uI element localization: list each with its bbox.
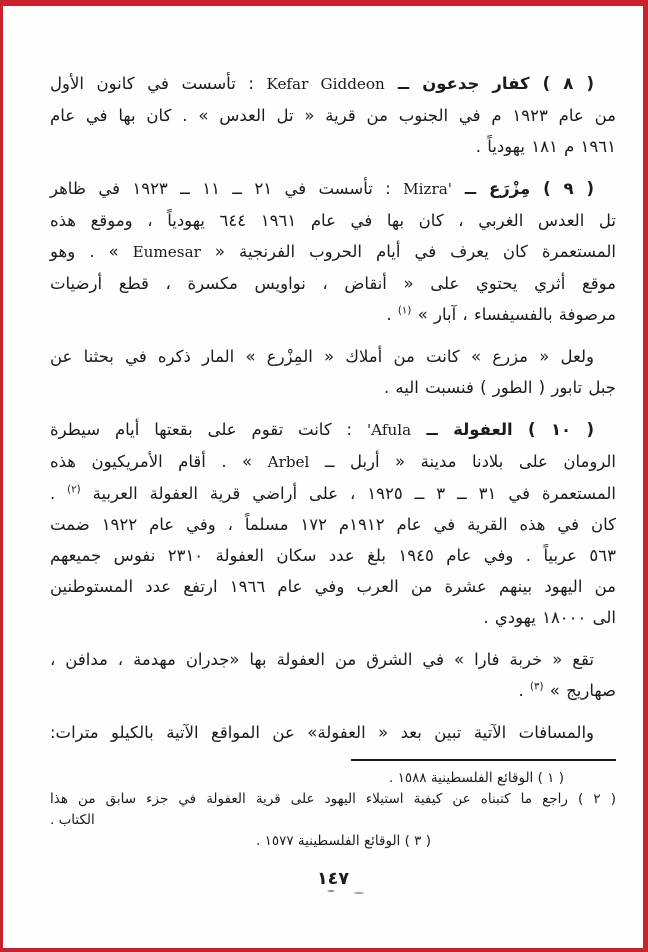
text-line [50, 478, 616, 509]
text-line [50, 602, 616, 633]
text-line [50, 509, 616, 540]
arabic-text: والمسافات الآتية تبين بعد « العفولة» عن المواقع الآتية بالكيلو مترات: [50, 723, 594, 742]
arabic-text: موقع أثري يحتوي على « أنقاض ، نواويس مكسرة ، قطع أرضيات [50, 274, 616, 293]
text-line [50, 236, 616, 268]
text-line [50, 268, 616, 299]
entry-heading-text: ( ٨ ) كفار جدعون ــ [384, 74, 594, 93]
latin-transliteration: Eumesar [132, 243, 201, 261]
paragraph-entry-10-afula [50, 414, 616, 633]
text-line [50, 173, 616, 205]
footnote-reference-marker: (٢) [67, 484, 81, 496]
arabic-text: الكتاب . [50, 812, 95, 828]
arabic-text: : كانت تقوم على بقعتها أيام سيطرة [50, 420, 367, 439]
footnotes-block [50, 768, 616, 852]
text-line [50, 205, 616, 236]
text-line [50, 717, 616, 748]
paragraph-entry-9-mizra [50, 173, 616, 330]
arabic-text: الى ١٨٠٠٠ يهودي . [483, 608, 616, 627]
scan-ink-smudge [323, 889, 369, 894]
arabic-text: ( ٣ ) الوقائع الفلسطينية ١٥٧٧ . [256, 833, 431, 849]
text-line [50, 810, 616, 831]
paragraph-note-mizra-tabor [50, 341, 616, 403]
arabic-text: من عام ١٩٢٣ م في الجنوب من قرية « تل العدس » . كان بها في عام [50, 106, 616, 125]
latin-transliteration: Mizra' [403, 180, 452, 198]
entry-heading-text: ( ١٠ ) العفولة ــ [411, 420, 594, 439]
arabic-text: المستعمرة كان يعرف في أيام الحروب الفرنجية « [200, 242, 616, 261]
arabic-text: . [50, 484, 68, 503]
text-line [50, 131, 616, 162]
arabic-text: ١٩٦١ م ١٨١ يهودياً . [475, 137, 616, 156]
arabic-text: صهاريج » [543, 681, 616, 700]
text-line [50, 68, 616, 100]
body-text [50, 68, 616, 748]
arabic-text: » . أقام الأمريكيون هذه [50, 452, 268, 471]
page-number: ١٤٧ [316, 869, 350, 889]
arabic-text: مرصوفة بالفسيفساء ، آبار » [411, 305, 616, 324]
arabic-text: ولعل « مزرع » كانت من أملاك « المِزْرع » المار ذكره في بحثنا عن [50, 347, 594, 366]
arabic-text: جبل تابور ( الطور ) فنسبت اليه . [383, 378, 616, 397]
arabic-text: : تأسست في ٢١ ــ ١١ ــ ١٩٢٣ في ظاهر [50, 179, 404, 198]
arabic-text: تل العدس الغربي ، كان بها في عام ١٩٦١ ٦٤٤ يهودياً ، وموقع هذه [50, 211, 616, 230]
text-line [50, 100, 616, 131]
text-line [50, 571, 616, 602]
paragraph-distances-intro [50, 717, 616, 748]
arabic-text: من اليهود بينهم عشرة من العرب وفي عام ١٩٦٦ ارتفع عدد المستوطنين [50, 577, 616, 596]
footnote-reference-marker: (٣) [530, 681, 544, 693]
latin-transliteration: Arbel [267, 453, 310, 471]
text-line [50, 341, 616, 372]
footnote-separator-rule [351, 759, 616, 761]
text-line [50, 299, 616, 330]
footnote-reference-marker: (١) [397, 305, 412, 317]
text-line [50, 789, 616, 810]
text-line [50, 768, 616, 789]
paragraph-note-khirbet-fara [50, 644, 616, 706]
arabic-text: تقع « خربة فارا » في الشرق من العفولة بها «جدران مهدمة ، مدافن ، [50, 650, 594, 669]
arabic-text: المستعمرة في ٣١ ــ ٣ ــ ١٩٢٥ ، على أراضي قرية العفولة العربية [80, 484, 616, 503]
arabic-text: ( ١ ) الوقائع الفلسطينية ١٥٨٨ . [389, 770, 564, 786]
text-line [50, 540, 616, 571]
entry-heading-text: ( ٩ ) مِزْرَع ــ [451, 179, 594, 198]
page-content [50, 68, 616, 889]
text-line [50, 644, 616, 675]
arabic-text: ( ٢ ) راجع ما كتبناه عن كيفية استيلاء اليهود على قرية العفولة في جزء سابق من هذا [50, 791, 616, 807]
latin-transliteration: 'Afula [366, 421, 412, 439]
arabic-text: . [518, 681, 531, 700]
text-line [50, 372, 616, 403]
arabic-text: » . وهو [50, 242, 133, 261]
text-line [50, 831, 616, 852]
arabic-text: كان في هذه القرية في عام ١٩١٢م ١٧٢ مسلماً ، وفي عام ١٩٢٢ ضمت [50, 515, 616, 534]
text-line [50, 446, 616, 478]
text-line [50, 414, 616, 446]
arabic-text: . [386, 305, 398, 324]
arabic-text: ٥٦٣ عربياً . وفي عام ١٩٤٥ بلغ عدد سكان العفولة ٢٣١٠ نفوس جميعهم [50, 546, 617, 565]
arabic-text: : تأسست في كانون الأول [50, 74, 267, 93]
paragraph-entry-8-kefar-giddeon [50, 68, 616, 162]
latin-transliteration: Kefar Giddeon [266, 75, 385, 93]
arabic-text: الرومان على بلادنا مدينة « أربل ــ [309, 452, 617, 471]
text-line [50, 675, 616, 706]
